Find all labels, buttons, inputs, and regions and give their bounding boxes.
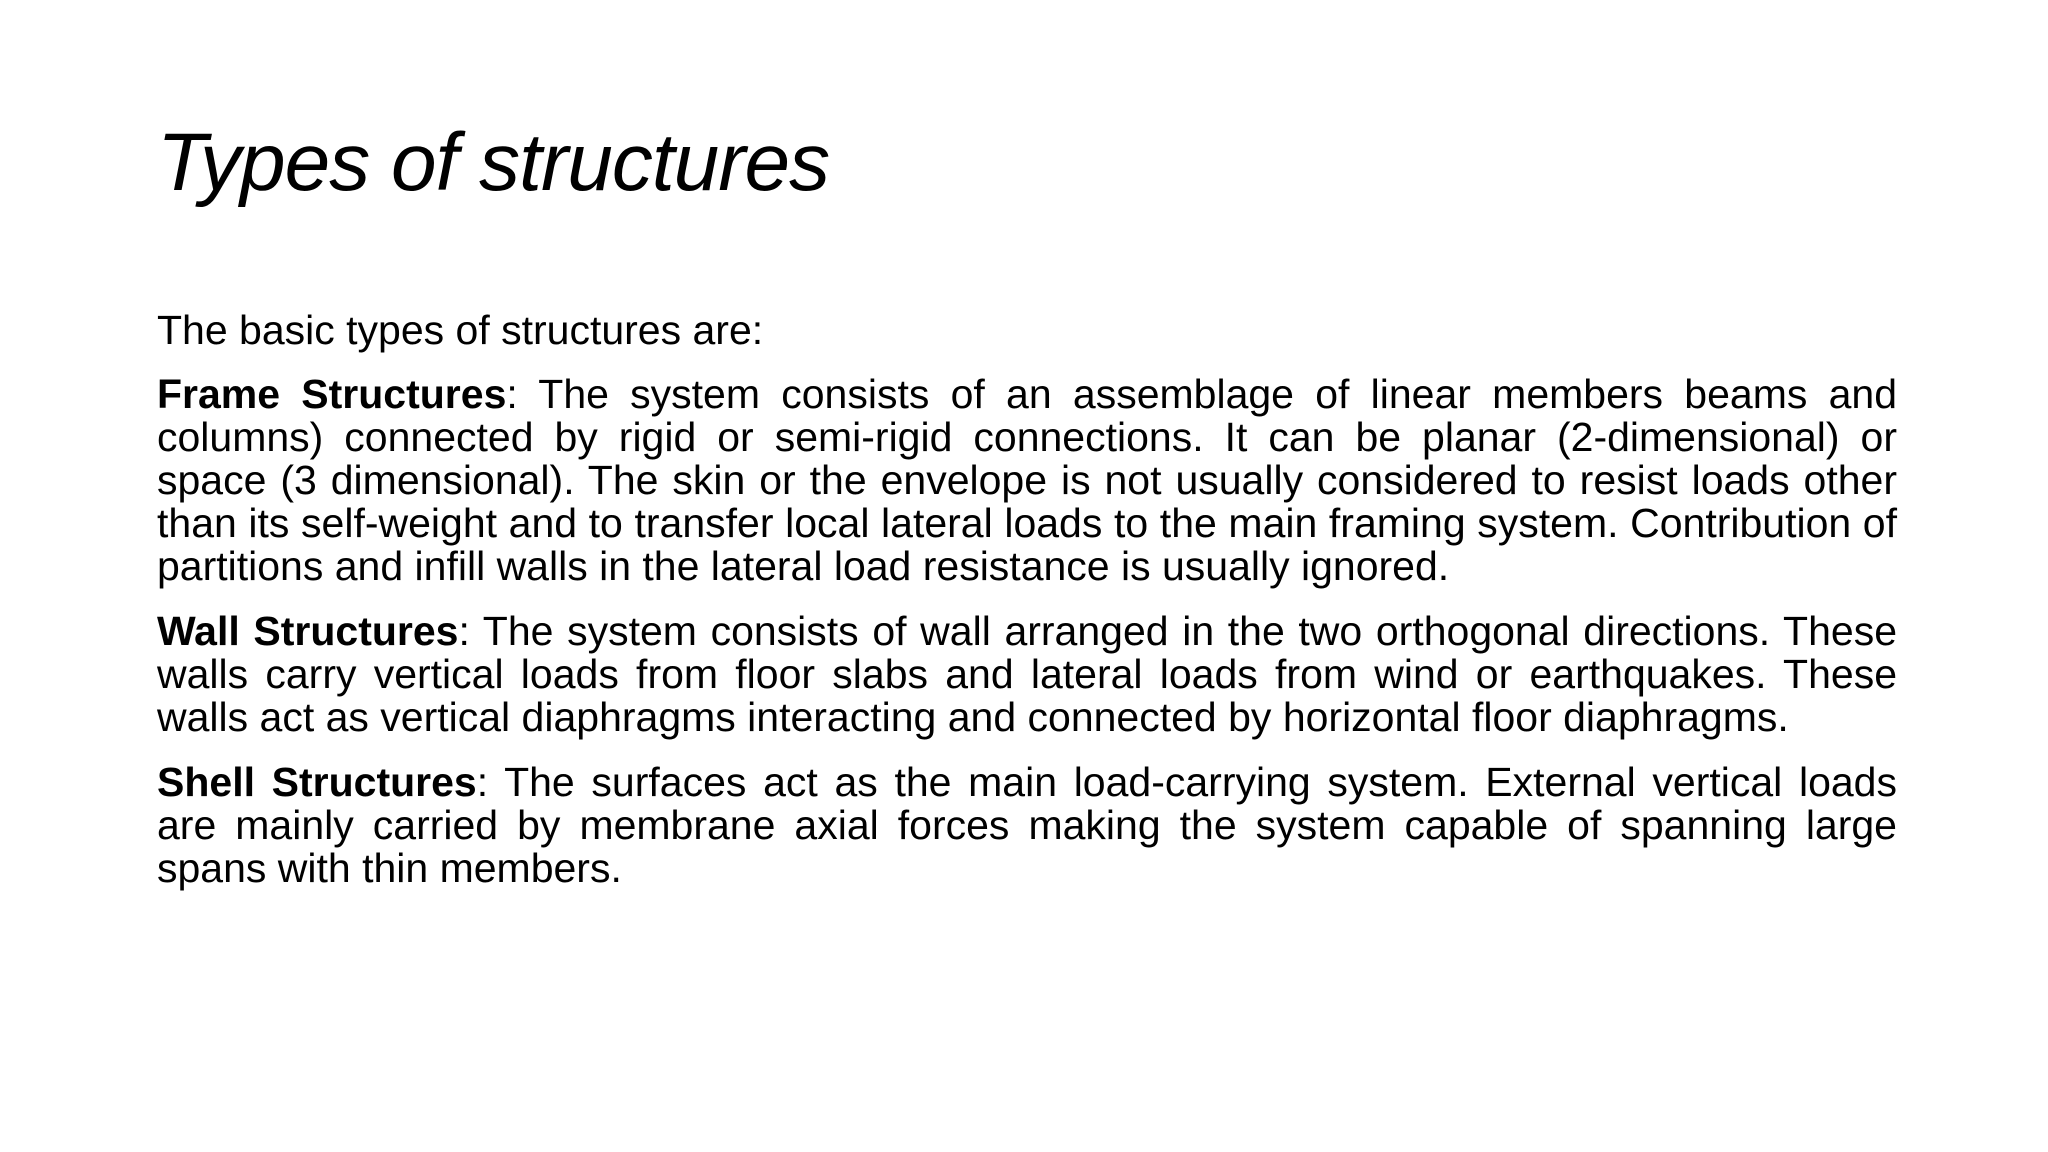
slide-title: Types of structures [157, 117, 830, 208]
wall-structures-paragraph [157, 610, 1897, 739]
wall-structures-term: Wall Structures [157, 608, 459, 654]
wall-structures-description: : The system consists of wall arranged in the two orthogonal directions. These walls carry vertical loads from floor slabs and lateral loads from wind or earthquakes. These walls act as vertical diaphragms interacting and connected by horizontal floor diaphragms. [157, 608, 1898, 740]
frame-structures-term: Frame Structures [157, 371, 507, 417]
shell-structures-term: Shell Structures [157, 759, 477, 805]
shell-structures-paragraph [157, 761, 1897, 890]
intro-text: The basic types of structures are: [157, 307, 764, 353]
frame-structures-paragraph [157, 373, 1897, 588]
shell-structures-description: : The surfaces act as the main load-carrying system. External vertical loads are mainly carried by membrane axial forces making the system capable of spanning large spans with thin members. [157, 759, 1897, 891]
slide-body [157, 305, 1897, 912]
frame-structures-description: : The system consists of an assemblage of linear members beams and columns) connected by rigid or semi-rigid connections. It can be planar (2-dimensional) or space (3 dimensional). The skin or the envelope is not usually considered to resist loads other than its self-weight and to transfer local lateral loads to the main framing system. Contribution of partitions and infill walls in the lateral load resistance is usually ignored. [157, 371, 1898, 589]
